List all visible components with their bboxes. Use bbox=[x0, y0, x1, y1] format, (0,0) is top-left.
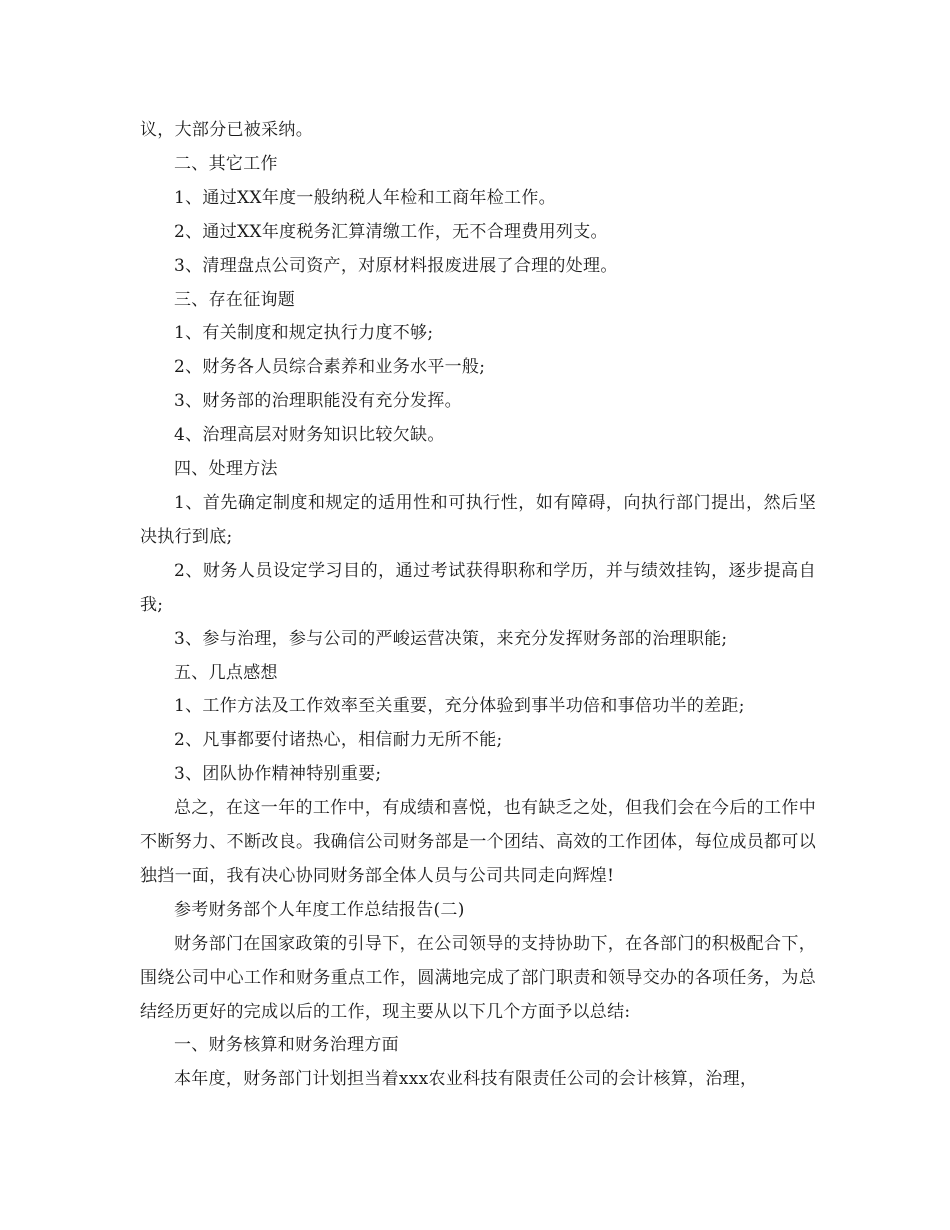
section-heading: 一、财务核算和财务治理方面 bbox=[174, 1035, 399, 1056]
list-item: 3、团队协作精神特别重要; bbox=[174, 764, 382, 785]
report-title: 参考财务部个人年度工作总结报告(二) bbox=[174, 899, 465, 920]
list-item: 2、财务人员设定学习目的，通过考试获得职称和学历，并与绩效挂钩，逐步提高自我; bbox=[140, 560, 816, 615]
section-heading: 四、处理方法 bbox=[174, 459, 278, 480]
list-item: 3、清理盘点公司资产，对原材料报废进展了合理的处理。 bbox=[174, 255, 618, 276]
section-heading: 二、其它工作 bbox=[174, 153, 278, 174]
list-item: 1、通过XX年度一般纳税人年检和工商年检工作。 bbox=[174, 187, 556, 208]
document-body bbox=[140, 114, 816, 1097]
list-item: 2、通过XX年度税务汇算清缴工作，无不合理费用列支。 bbox=[174, 221, 608, 242]
list-item: 1、有关制度和规定执行力度不够; bbox=[174, 323, 434, 344]
paragraph: 议，大部分已被采纳。 bbox=[140, 120, 313, 140]
list-item: 2、财务各人员综合素养和业务水平一般; bbox=[174, 357, 486, 378]
list-item: 1、首先确定制度和规定的适用性和可执行性，如有障碍，向执行部门提出，然后坚决执行到底; bbox=[140, 492, 816, 547]
section-heading: 三、存在征询题 bbox=[174, 289, 296, 310]
list-item: 2、凡事都要付诸热心，相信耐力无所不能; bbox=[174, 730, 503, 751]
section-heading: 五、几点感想 bbox=[174, 662, 278, 683]
paragraph: 总之，在这一年的工作中，有成绩和喜悦，也有缺乏之处，但我们会在今后的工作中不断努力、不断改良。我确信公司财务部是一个团结、高效的工作团体，每位成员都可以独挡一面，我有决心协同财务部全体人员与公司共同走向辉煌! bbox=[140, 798, 816, 886]
list-item: 4、治理高层对财务知识比较欠缺。 bbox=[174, 425, 445, 446]
list-item: 3、参与治理，参与公司的严峻运营决策，来充分发挥财务部的治理职能; bbox=[174, 628, 728, 649]
list-item: 1、工作方法及工作效率至关重要，充分体验到事半功倍和事倍功半的差距; bbox=[174, 696, 745, 717]
paragraph: 财务部门在国家政策的引导下，在公司领导的支持协助下，在各部门的积极配合下，围绕公司中心工作和财务重点工作，圆满地完成了部门职责和领导交办的各项任务，为总结经历更好的完成以后的工作，现主要从以下几个方面予以总结: bbox=[140, 933, 816, 1022]
paragraph: 本年度，财务部门计划担当着xxx农业科技有限责任公司的会计核算，治理， bbox=[174, 1069, 758, 1090]
list-item: 3、财务部的治理职能没有充分发挥。 bbox=[174, 391, 462, 412]
